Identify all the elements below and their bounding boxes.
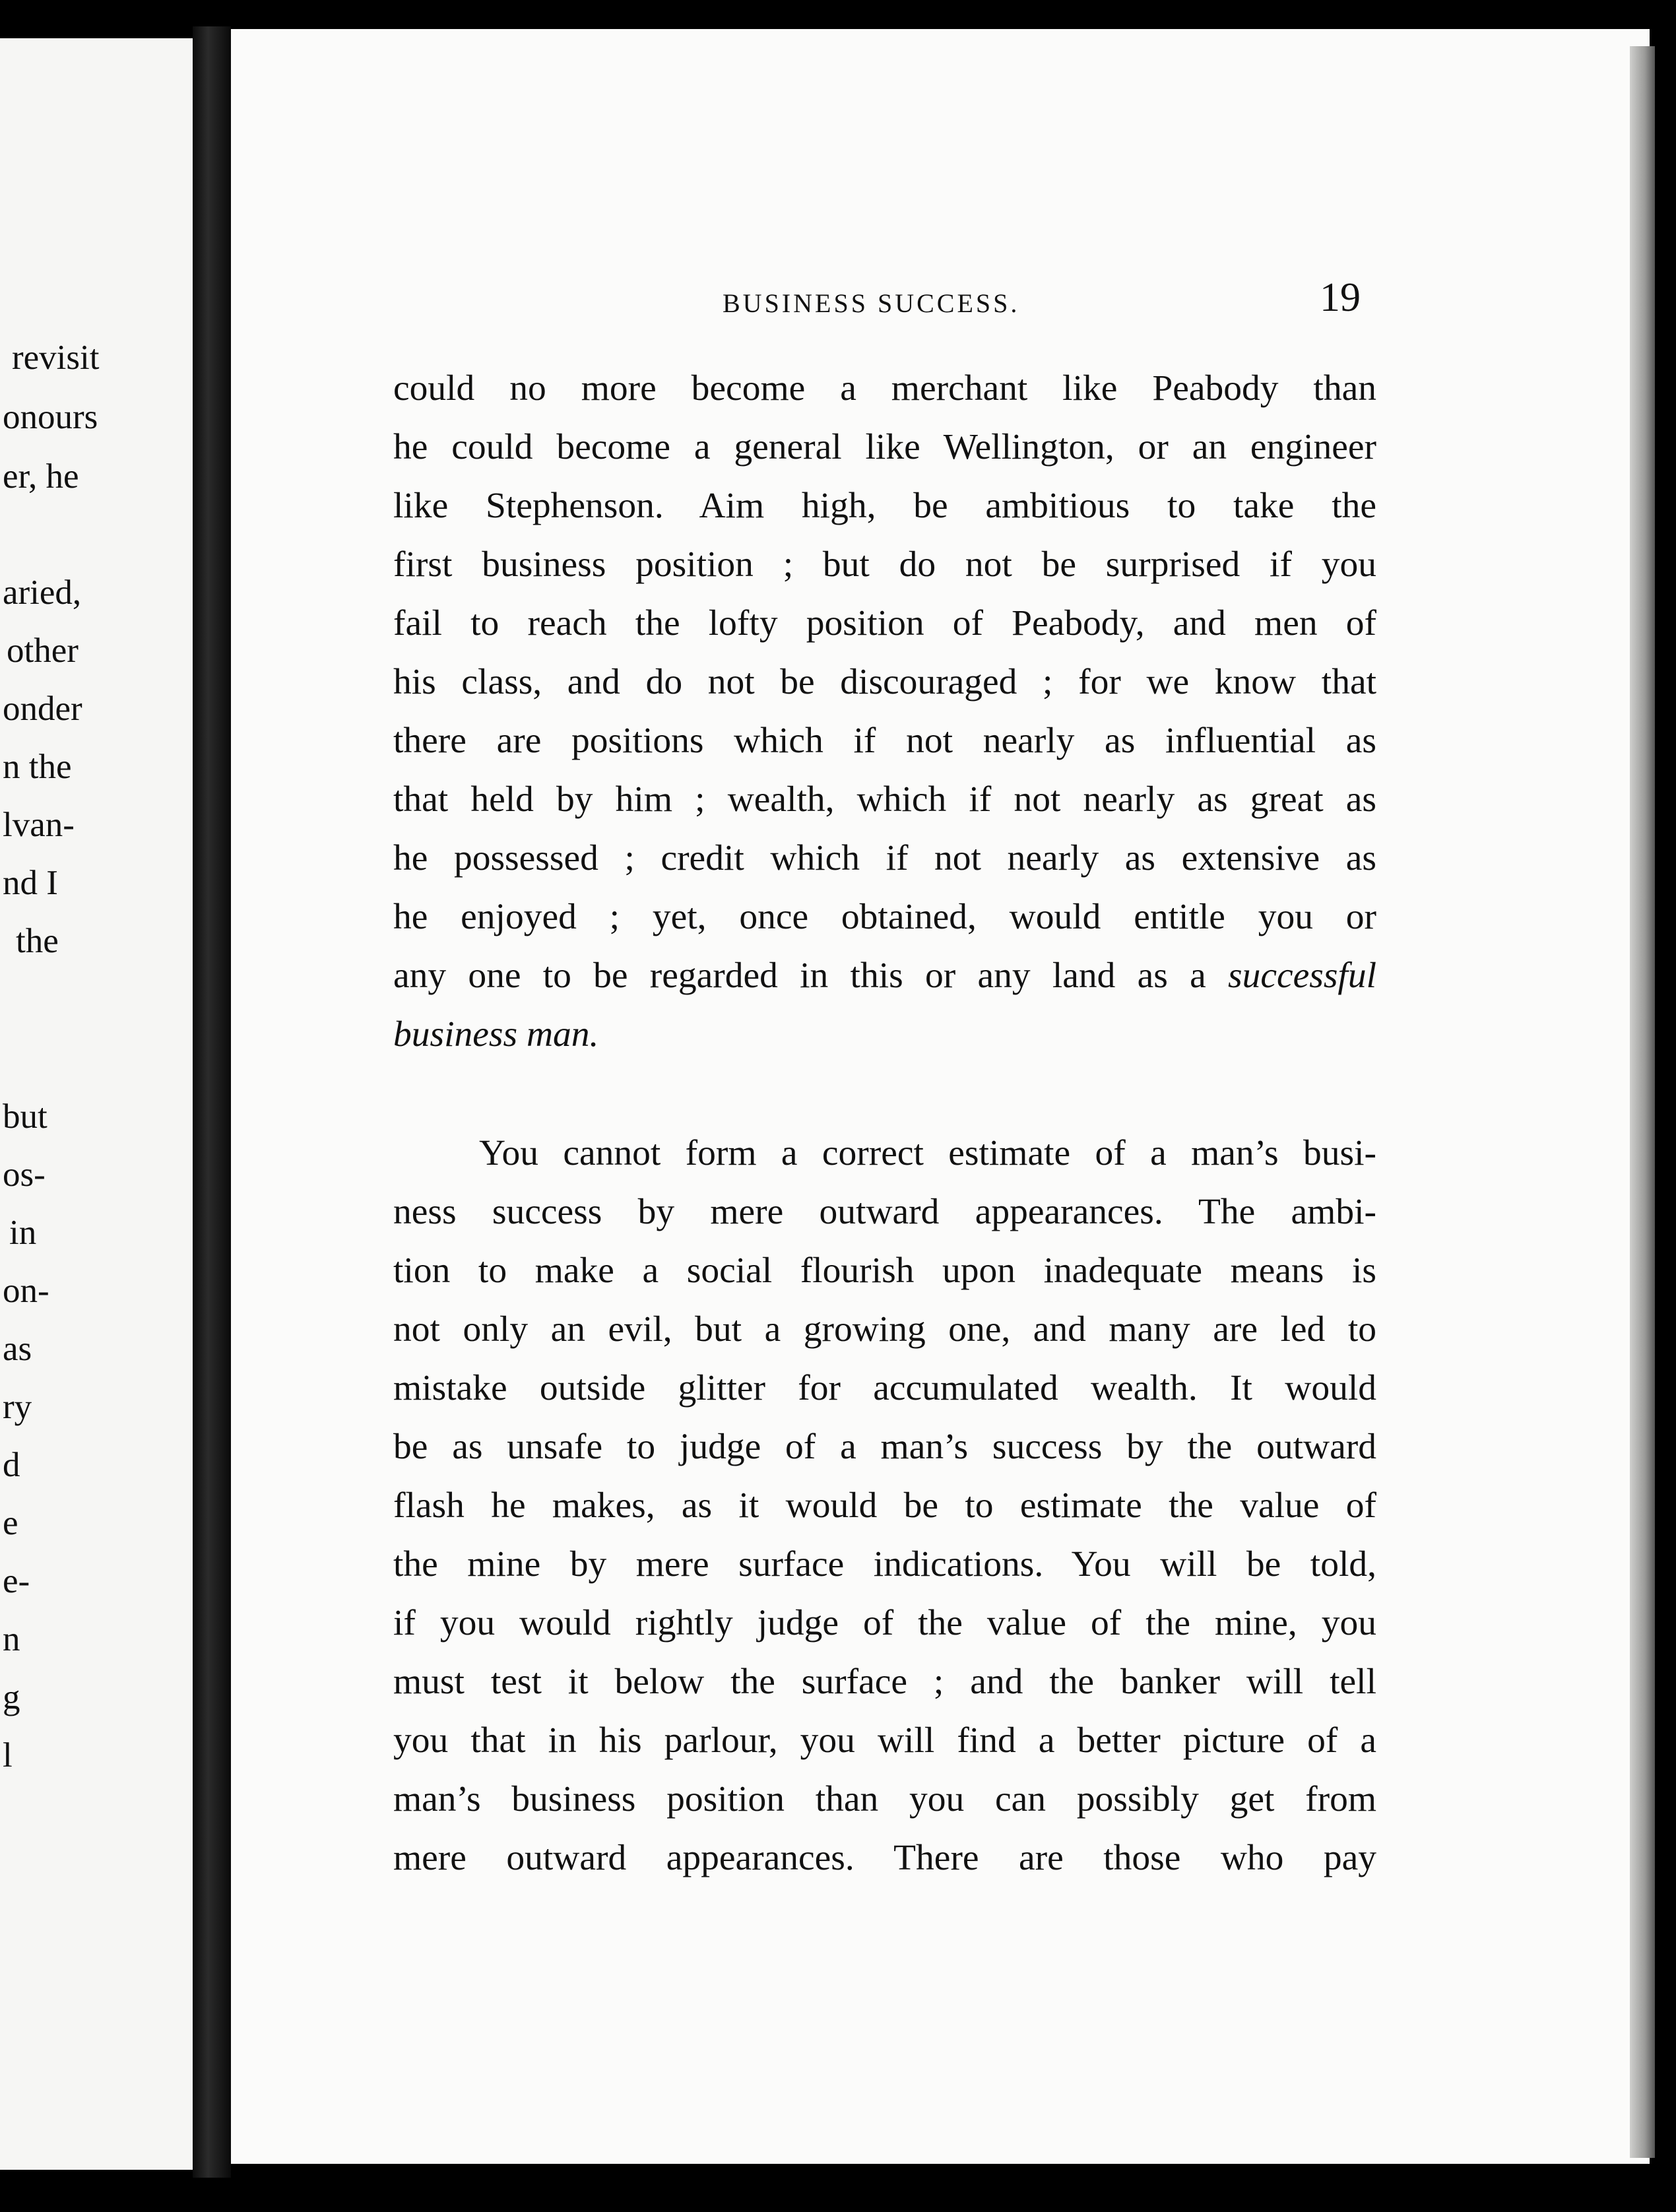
text-line: mere outward appearances. There are those who pay: [393, 1838, 1376, 1878]
text-line: the mine by mere surface indications. You will be told,: [393, 1544, 1376, 1584]
left-fragment: but: [3, 1097, 48, 1136]
text-line: he possessed ; credit which if not nearly as extensive as: [393, 838, 1376, 878]
left-fragment: e: [3, 1504, 18, 1542]
text-line: that held by him ; wealth, which if not nearly as great as: [393, 779, 1376, 820]
left-fragment: er, he: [3, 457, 79, 496]
text-line: mistake outside glitter for accumulated wealth. It would: [393, 1368, 1376, 1408]
italic-line: [393, 1005, 1376, 1064]
left-fragment: onder: [3, 690, 82, 728]
left-fragment: other: [7, 632, 79, 670]
text-line: not only an evil, but a growing one, and many are led to: [393, 1309, 1376, 1350]
text-line: must test it below the surface ; and the banker will tell: [393, 1662, 1376, 1702]
text-line: if you would rightly judge of the value of the mine, you: [393, 1603, 1376, 1643]
page-number: 19: [1320, 275, 1361, 320]
body-text: [393, 359, 1376, 1887]
left-fragment: l: [3, 1736, 13, 1774]
left-fragment: lvan-: [3, 806, 75, 844]
left-fragment: as: [3, 1330, 32, 1368]
left-fragment: onours: [3, 398, 98, 436]
running-head: BUSINESS SUCCESS.: [723, 288, 1020, 318]
text-line: ness success by mere outward appearances. The ambi-: [393, 1192, 1376, 1232]
text-line: fail to reach the lofty position of Peabody, and men of: [393, 603, 1376, 643]
paragraph-1: [393, 359, 1376, 1064]
paragraph-2: [393, 1124, 1376, 1887]
left-fragment: nd I: [3, 864, 58, 902]
text-line-with-italic: [393, 946, 1376, 1005]
left-fragment: on-: [3, 1272, 49, 1310]
left-fragment: d: [3, 1446, 20, 1484]
text-line: tion to make a social flourish upon inadequate means is: [393, 1251, 1376, 1291]
text-line: could no more become a merchant like Peabody than: [393, 368, 1376, 408]
left-fragment: aried,: [3, 573, 82, 612]
text-line: like Stephenson. Aim high, be ambitious to take the: [393, 486, 1376, 526]
text-line: be as unsafe to judge of a man’s success by the outward: [393, 1427, 1376, 1467]
italic-word: successful: [1227, 956, 1377, 996]
left-fragment: ry: [3, 1388, 32, 1426]
left-fragment: n: [3, 1620, 20, 1658]
text-line-start: any one to be regarded in this or any land as a: [393, 956, 1206, 996]
left-fragment: os-: [3, 1155, 46, 1194]
left-fragment: g: [3, 1678, 20, 1716]
text-line: you that in his parlour, you will find a better picture of a: [393, 1720, 1376, 1761]
left-fragment: e-: [3, 1562, 30, 1600]
paragraph-gap: [393, 1064, 1376, 1124]
text-line: first business position ; but do not be surprised if you: [393, 544, 1376, 585]
left-fragment: revisit: [12, 339, 100, 377]
text-line: You cannot form a correct estimate of a man’s busi-: [479, 1133, 1376, 1173]
text-line: he enjoyed ; yet, once obtained, would entitle you or: [393, 897, 1376, 937]
right-page: [231, 29, 1650, 2164]
page-edge-shadow: [1630, 46, 1655, 2158]
left-facing-page: [0, 38, 193, 2170]
book-gutter: [193, 26, 231, 2178]
text-line: his class, and do not be discouraged ; for we know that: [393, 662, 1376, 702]
left-fragment: the: [16, 922, 59, 960]
left-fragment: n the: [3, 748, 72, 786]
text-line: flash he makes, as it would be to estimate the value of: [393, 1485, 1376, 1526]
text-line: man’s business position than you can possibly get from: [393, 1779, 1376, 1819]
text-line: he could become a general like Wellington, or an engineer: [393, 427, 1376, 467]
left-fragment: in: [9, 1214, 37, 1252]
text-line: there are positions which if not nearly as influential as: [393, 721, 1376, 761]
italic-phrase: business man.: [393, 1014, 599, 1055]
